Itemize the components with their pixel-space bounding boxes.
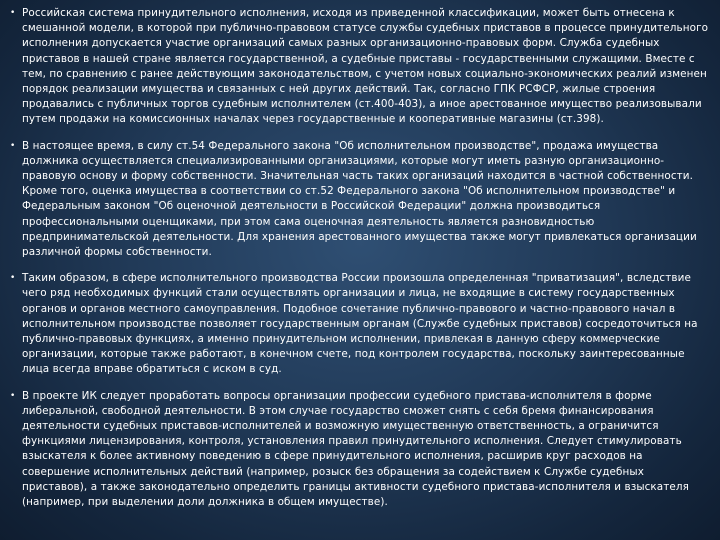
paragraph-text: В настоящее время, в силу ст.54 Федерального закона "Об исполнительном производстве", продажа имущества должника осуществляется специализированными организациями, которые могут иметь разную организационно-правовую основу и форму собственности. Значительная часть таких организаций находится в частной собственности. Кроме того, оценка имущества в соответствии со ст.52 Федерального закона "Об исполнительном производстве" и Федеральным законом "Об оценочной деятельности в Российской Федерации" должна производиться профессиональными оценщиками, при этом сама оценочная деятельность является разновидностью предпринимательской деятельности. Для хранения арестованного имущества также могут привлекаться организации различной формы собственности. (22, 139, 697, 259)
bullet-icon: • (10, 273, 16, 284)
bullet-paragraph-3 (10, 271, 710, 377)
bullet-paragraph-2 (10, 139, 710, 261)
bullet-list (10, 6, 710, 510)
paragraph-text: В проекте ИК следует проработать вопросы организации профессии судебного пристава-исполнителя в форме либеральной, свободной деятельности. В этом случае государство сможет снять с себя бремя финансирования деятельности судебных приставов-исполнителей и возможную имущественную ответственность, а ограничится функциями лицензирования, контроля, установления правил принудительного исполнения. Следует стимулировать взыскателя к более активному поведению в сфере принудительного исполнения, расширив круг расходов на совершение исполнительных действий (например, розыск без обращения за содействием к Службе судебных приставов), а также законодательно определить границы активности судебного пристава-исполнителя и взыскателя (например, при выделении доли должника в общем имуществе). (22, 389, 690, 509)
paragraph-text: Российская система принудительного исполнения, исходя из приведенной классификации, может быть отнесена к смешанной модели, в которой при публично-правовом статусе службы судебных приставов в процессе принудительного исполнения допускается участие организаций самых разных организационно-правовых форм. Служба судебных приставов в нашей стране является государственной, а судебные приставы - государственными служащими. Вместе с тем, по сравнению с ранее действующим законодательством, с учетом новых социально-экономических реалий изменен порядок реализации имущества и связанных с ней других действий. Так, согласно ГПК РСФСР, жилые строения продавались с публичных торгов судебным исполнителем (ст.400-403), а иное арестованное имущество реализовывали путем продажи на комиссионных началах через государственные и кооперативные магазины (ст.398). (22, 7, 709, 126)
bullet-paragraph-1 (10, 6, 710, 128)
bullet-paragraph-4 (10, 389, 710, 511)
bullet-icon: • (10, 390, 16, 401)
bullet-icon: • (10, 140, 16, 151)
paragraph-text: Таким образом, в сфере исполнительного производства России произошла определенная "приватизация", вследствие чего ряд необходимых функций стали осуществлять организации и лица, не входящие в систему государственных органов и органов местного самоуправления. Подобное сочетание публично-правового и частно-правового начал в исполнительном производстве позволяет государственным органам (Службе судебных приставов) сосредоточиться на публично-правовых функциях, а именно принудительном исполнении, привлекая в данную сферу коммерческие организации, которые также работают, в конечном счете, под контролем государства, поскольку заинтересованные лица всегда вправе обратиться с иском в суд. (22, 272, 698, 376)
bullet-icon: • (10, 8, 16, 18)
